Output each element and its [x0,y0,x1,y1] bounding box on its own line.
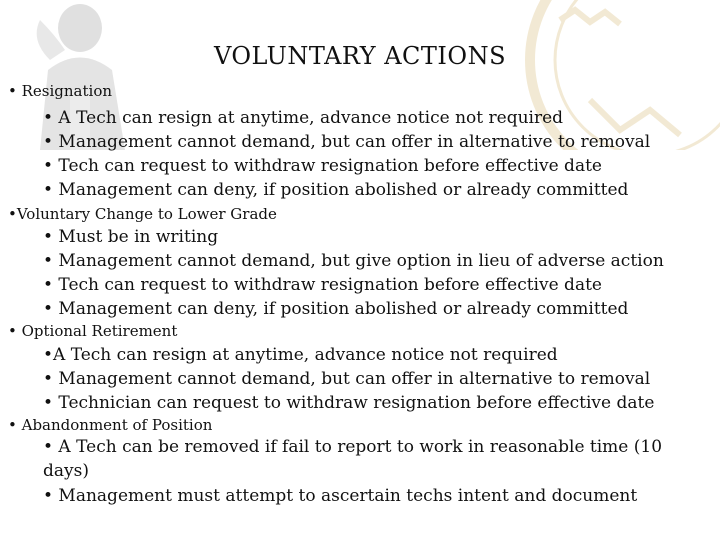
list-item: • Must be in writing [43,227,219,247]
list-item: • Management cannot demand, but give option in lieu of adverse action [43,251,664,271]
list-item: • Management cannot demand, but can offer in alternative to removal [43,132,651,152]
list-item: • Tech can request to withdraw resignation before effective date [43,275,602,295]
list-item: • Management cannot demand, but can offer in alternative to removal [43,369,651,389]
list-item: • Tech can request to withdraw resignation before effective date [43,156,602,176]
list-item: •A Tech can resign at anytime, advance notice not required [43,345,558,365]
page-title [0,42,720,70]
list-item: • Management can deny, if position abolished or already committed [43,180,629,200]
list-item-continuation: days) [43,461,89,481]
list-item: • Management must attempt to ascertain techs intent and document [43,486,638,506]
list-item: • Management can deny, if position abolished or already committed [43,299,629,319]
list-item: • Technician can request to withdraw resignation before effective date [43,393,655,413]
section-heading-abandonment: • Abandonment of Position [8,416,213,434]
section-heading-optional-retirement: • Optional Retirement [8,322,178,340]
page-title-text: VOLUNTARY ACTIONS [213,42,507,70]
section-heading-lower-grade: •Voluntary Change to Lower Grade [8,205,277,223]
list-item: • A Tech can be removed if fail to report to work in reasonable time (10 [43,437,663,457]
section-heading-resignation: • Resignation [8,82,113,100]
list-item: • A Tech can resign at anytime, advance notice not required [43,108,564,128]
